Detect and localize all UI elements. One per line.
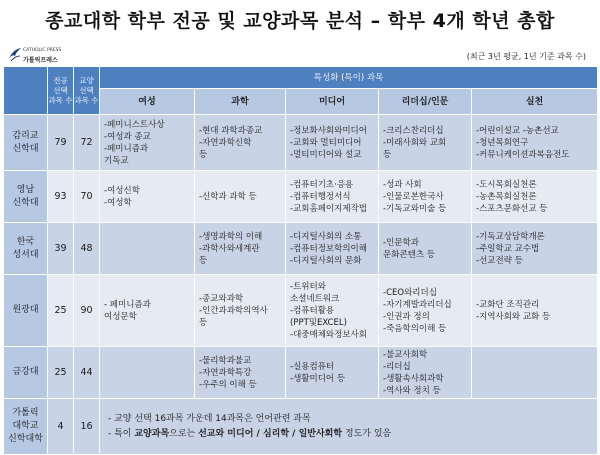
cell-practice [472,171,598,223]
course-item: 등 [199,149,208,160]
course-item: -스포츠문화선교 등 [476,203,548,214]
summary-bold: 교양과목 [134,428,170,439]
cell-science [195,275,286,347]
course-item: -어린이설교 -농촌선교 [476,125,559,136]
cell-media [286,115,379,171]
course-item: -농촌목회실천론 [476,191,537,202]
school-name-line: 감리교 [12,130,39,141]
summary-text: - 특이 [108,428,135,439]
course-item: -물리학과불교 [199,355,252,366]
course-item: -실용컴퓨터 [290,361,335,372]
course-item: -죽음학의이해 등 [383,323,447,334]
course-item: -선교전략 등 [476,255,523,266]
cell-media [286,171,379,223]
cell-practice [472,115,598,171]
course-item: (PPT및EXCEL) [290,317,347,328]
cell-media [286,347,379,399]
school-name-line: 신학대학 [8,434,43,444]
school-name-line: 금강대 [12,367,39,377]
course-item: -여성학 [104,197,132,208]
header-major-count [48,67,74,115]
course-item: -여성과 종교 [104,131,151,142]
cell-science [195,171,286,223]
course-item: 소셜네트워크 [290,293,340,304]
school-name [4,223,48,275]
cell-practice [472,347,598,399]
course-item: -신학과 과학 등 [199,191,257,202]
school-name [4,171,48,223]
table-row [4,275,598,347]
course-item: -기독교상담학개론 [476,231,545,242]
course-item: -대중매체와정보사회 [290,329,367,340]
major-count: 39 [48,223,74,275]
course-item: 기독교 [104,155,129,166]
summary-line: - 교양 선택 16과목 가운데 14과목은 언어관련 과목 [108,413,311,424]
course-item: -생활속사회과학 [383,373,444,384]
course-item: 여성문학 [104,311,137,322]
school-name-line: 가톨릭 [12,408,39,418]
liberal-count: 90 [74,275,100,347]
cell-practice [472,275,598,347]
course-item: -컴퓨터행정서식 [290,191,351,202]
course-item: -CEO와리더십 [383,287,437,298]
header-school [4,67,48,115]
course-item: -교화단 조직관리 [476,299,540,310]
course-item: -교회홈페이지제작법 [290,203,367,214]
course-item: -컴퓨터기초·응용 [290,179,354,190]
course-item: 등 [199,317,208,328]
major-count: 4 [48,399,74,455]
course-item: -디지털사회의 문화 [290,255,362,266]
school-name-line: 원광대 [12,305,39,315]
course-item: -정보화사회와미디어 [290,125,367,136]
course-item: -페미니즘과 [104,143,149,154]
course-item: -종교와과학 [199,293,244,304]
school-name-line: 신학대 [12,143,39,154]
liberal-count: 44 [74,347,100,399]
course-item: -미래사회와 교회 [383,137,447,148]
cell-science [195,223,286,275]
header-liberal-line: 과목 수 [74,95,99,105]
cell-leadership [379,275,472,347]
course-item: -크리스찬리더십 [383,125,444,136]
header-cat-media: 미디어 [286,89,379,115]
summary-cell [100,399,598,455]
cell-women [100,223,195,275]
cell-leadership [379,115,472,171]
school-name-line: 신학대 [12,197,39,208]
cell-media [286,275,379,347]
header-liberal-count [74,67,100,115]
period-note: (최근 3년 평균, 1년 기준 과목 수) [466,52,586,61]
liberal-count: 70 [74,171,100,223]
table-row [4,347,598,399]
liberal-count: 48 [74,223,100,275]
table-row [4,399,598,455]
cell-leadership [379,347,472,399]
course-item: -리더십 [383,361,411,372]
major-count: 93 [48,171,74,223]
course-item: -인권과 정의 [383,311,430,322]
course-item: -역사와 정치 등 [383,385,441,396]
course-item: -과학사와세계관 [199,243,260,254]
course-item: -주일학교 교수법 [476,243,540,254]
course-item: -기독교와미술 등 [383,203,447,214]
course-item: -인물로본한국사 [383,191,444,202]
table-row [4,171,598,223]
school-name [4,347,48,399]
course-item: -지역사회와 교화 등 [476,311,551,322]
major-count: 25 [48,347,74,399]
summary-text: 으로는 [169,428,199,439]
cell-women [100,347,195,399]
cell-leadership [379,171,472,223]
school-name-line: 성서대 [12,249,39,260]
school-name [4,275,48,347]
course-item: -불교사회학 [383,349,428,360]
liberal-count: 72 [74,115,100,171]
page-title: 종교대학 학부 전공 및 교양과목 분석 – 학부 4개 학년 총합 [45,10,555,32]
school-name-line: 대학교 [12,421,39,431]
cell-media [286,223,379,275]
major-count: 25 [48,275,74,347]
course-item: -우주의 이해 등 [199,379,257,390]
course-item: 등 [383,149,392,160]
header-liberal-line: 교양 [79,75,94,85]
course-item: -자기계발과리더십 [383,299,452,310]
course-item: -인문학과 [383,237,419,248]
school-name [4,115,48,171]
cell-women [100,171,195,223]
summary-text: 정도가 있음 [342,428,392,439]
header-cat-leadership: 리더십/인문 [379,89,472,115]
header-special: 특성화 (특이) 과목 [100,67,598,89]
header-liberal-line: 선택 [79,85,94,95]
course-item: -여성신학 [104,185,140,196]
cell-practice [472,223,598,275]
course-item: -컴퓨터정보학의이해 [290,243,367,254]
header-major-line: 전공 [53,75,68,85]
school-name [4,399,48,455]
course-item: -자연과학신학 [199,137,252,148]
course-item: -디지털사회의 소통 [290,231,362,242]
summary-bold: 선교와 미디어 / 심리학 / 일반사회학 [198,428,343,439]
school-name-line: 한국 [16,236,35,247]
cell-women [100,115,195,171]
course-item: -교회와 멀티미디어 [290,137,362,148]
course-item: 등 [199,255,208,266]
course-item: -현대 과학과종교 [199,125,263,136]
course-item: -도시목회실천론 [476,179,537,190]
logo [8,46,78,66]
course-item: -청년목회연구 [476,137,529,148]
header-cat-practice: 실천 [472,89,598,115]
header-major-line: 선택 [53,85,68,95]
course-item: -성과 사회 [383,179,422,190]
cell-science [195,115,286,171]
course-item: - 페미니즘과 [104,299,151,310]
course-item: -생명과학의 이해 [199,231,263,242]
liberal-count: 16 [74,399,100,455]
table-row [4,115,598,171]
course-item: -페미니스트사상 [104,119,165,130]
header-cat-science: 과학 [195,89,286,115]
cell-leadership [379,223,472,275]
analysis-table [3,66,598,455]
bird-logo-icon [8,47,22,63]
course-item: -멀티미디어와 설교 [290,149,362,160]
cell-science [195,347,286,399]
course-item: -트위터와 [290,281,326,292]
summary-line [108,427,593,442]
course-item: -자연과학특강 [199,367,252,378]
school-name-line: 영남 [16,184,35,195]
header-major-line: 과목 수 [48,95,73,105]
course-item: 문화콘텐츠 등 [383,249,435,260]
course-item: -컴퓨터활용 [290,305,335,316]
table-row [4,223,598,275]
course-item: -커뮤니케이션과복음전도 [476,149,570,160]
course-item: -생활미디어 등 [290,373,346,384]
logo-subtitle: CATHOLIC PRESS [23,48,62,53]
logo-name: 가톨릭프레스 [23,57,58,64]
cell-women [100,275,195,347]
course-item: -인간과과학의역사 [199,305,268,316]
major-count: 79 [48,115,74,171]
header-cat-women: 여성 [100,89,195,115]
